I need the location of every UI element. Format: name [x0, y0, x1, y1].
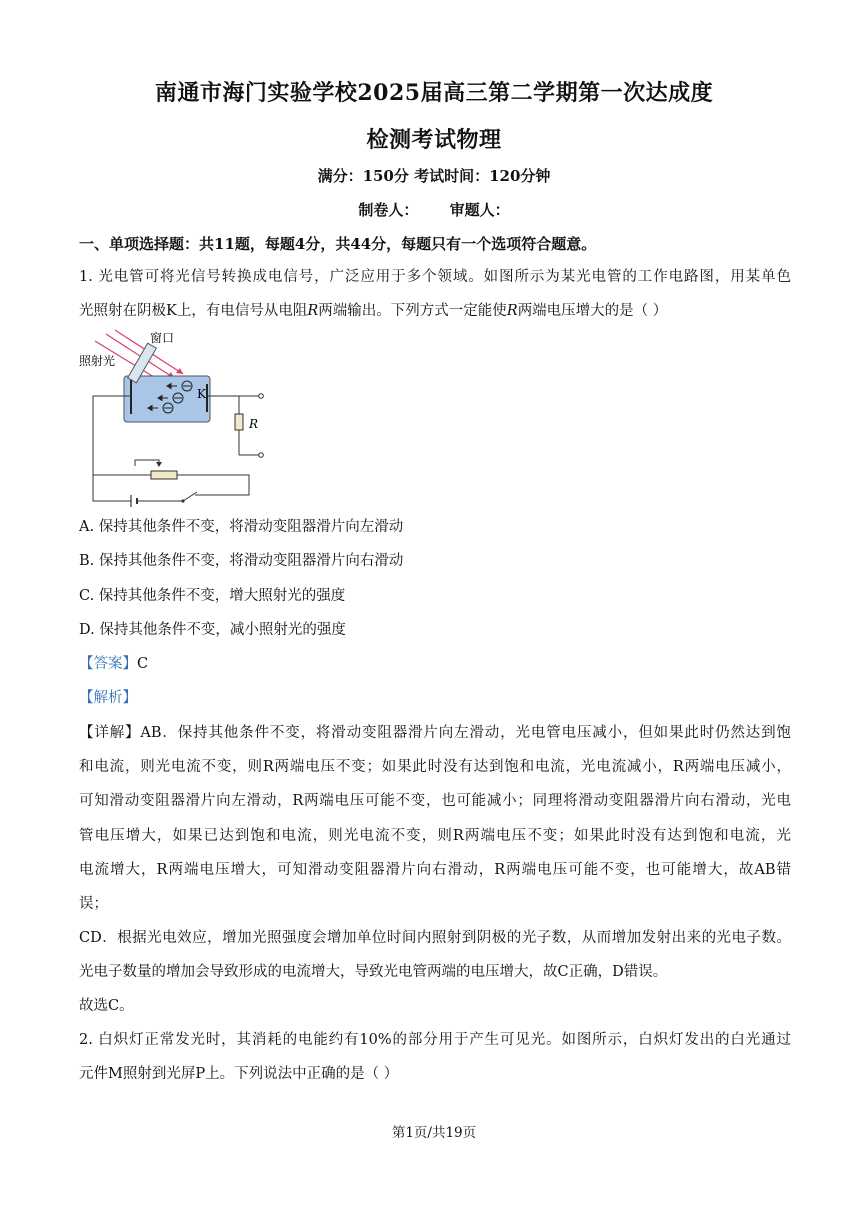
section-heading: 一、单项选择题：共11题，每题4分，共44分，每题只有一个选项符合题意。	[79, 235, 597, 253]
switch-lever	[183, 492, 197, 501]
var-r: R	[506, 303, 518, 319]
detail-line: 电流增大，R两端电压增大，可知滑动变阻器滑片向右滑动，R两端电压可能不变，也可能增大，故AB错	[79, 862, 791, 878]
detail-line: 可知滑动变阻器滑片向左滑动，R两端电压可能不变，也可能减小；同理将滑动变阻器滑片向右滑动，光电	[79, 793, 791, 809]
q1-option-d: D. 保持其他条件不变，减小照射光的强度	[79, 622, 346, 638]
answer-value: C	[137, 656, 149, 672]
detail-line: 和电流，则光电流不变，则R两端电压不变；如果此时没有达到饱和电流，光电流减小，R两端电压减小，	[79, 759, 791, 775]
detail-text: AB．保持其他条件不变，将滑动变阻器滑片向左滑动，光电管电压减小，但如果此时仍然达到饱	[140, 725, 792, 741]
page-number: 第1页/共19页	[391, 1125, 477, 1141]
var-r: R	[307, 303, 319, 319]
resistor	[235, 414, 243, 430]
exam-meta: 满分：150分 考试时间：120分钟	[317, 167, 551, 185]
output-terminal-bottom	[259, 453, 264, 458]
q1-stem-part-c: 两端电压增大的是（ ）	[517, 303, 668, 319]
light-label: 照射光	[79, 354, 116, 368]
q1-stem-part-b: 两端输出。下列方式一定能使	[318, 303, 507, 319]
cathode-label: K	[197, 387, 206, 401]
rheostat-slider	[156, 462, 162, 467]
q1-stem-part-a: 光照射在阴极K上，有电信号从电阻	[79, 303, 308, 319]
q2-stem-line1: 2. 白炽灯正常发光时，其消耗的电能约有10%的部分用于产生可见光。如图所示，白炽灯发出的白光通过	[79, 1032, 791, 1048]
q2-stem-line2: 元件M照射到光屏P上。下列说法中正确的是（ ）	[79, 1066, 399, 1082]
q1-option-c: C. 保持其他条件不变，增大照射光的强度	[79, 588, 346, 604]
resistor-label: R	[249, 417, 259, 431]
detail-line: 故选C。	[79, 998, 134, 1014]
q1-answer	[79, 654, 791, 674]
answer-label: 【答案】	[79, 656, 137, 672]
window-label: 窗口	[150, 331, 175, 345]
q1-option-b: B. 保持其他条件不变，将滑动变阻器滑片向右滑动	[79, 553, 404, 569]
analysis-label: 【解析】	[79, 690, 137, 706]
q1-stem-line2	[79, 301, 791, 321]
page-title-line1: 南通市海门实验学校2025届高三第二学期第一次达成度	[154, 80, 714, 106]
photocell-circuit-figure	[79, 328, 279, 508]
rheostat	[151, 471, 177, 479]
q1-option-a: A. 保持其他条件不变，将滑动变阻器滑片向左滑动	[79, 519, 404, 535]
detail-label: 【详解】	[79, 725, 141, 741]
page-title-line2: 检测考试物理	[366, 127, 502, 153]
detail-line: 误；	[79, 896, 108, 912]
detail-line: 管电压增大，如果已达到饱和电流，则光电流不变，则R两端电压不变；如果此时没有达到饱和电流，光	[79, 828, 791, 844]
detail-line: 光电子数量的增加会导致形成的电流增大，导致光电管两端的电压增大，故C正确，D错误。	[79, 964, 668, 980]
output-terminal-top	[259, 394, 264, 399]
detail-line: CD．根据光电效应，增加光照强度会增加单位时间内照射到阴极的光子数，从而增加发射出来的光电子数。	[79, 930, 791, 946]
exam-authors: 制卷人： 审题人：	[358, 201, 510, 219]
detail-line	[79, 723, 791, 743]
q1-stem-line1: 1. 光电管可将光信号转换成电信号，广泛应用于多个领域。如图所示为某光电管的工作电路图，用某单色	[79, 269, 791, 285]
